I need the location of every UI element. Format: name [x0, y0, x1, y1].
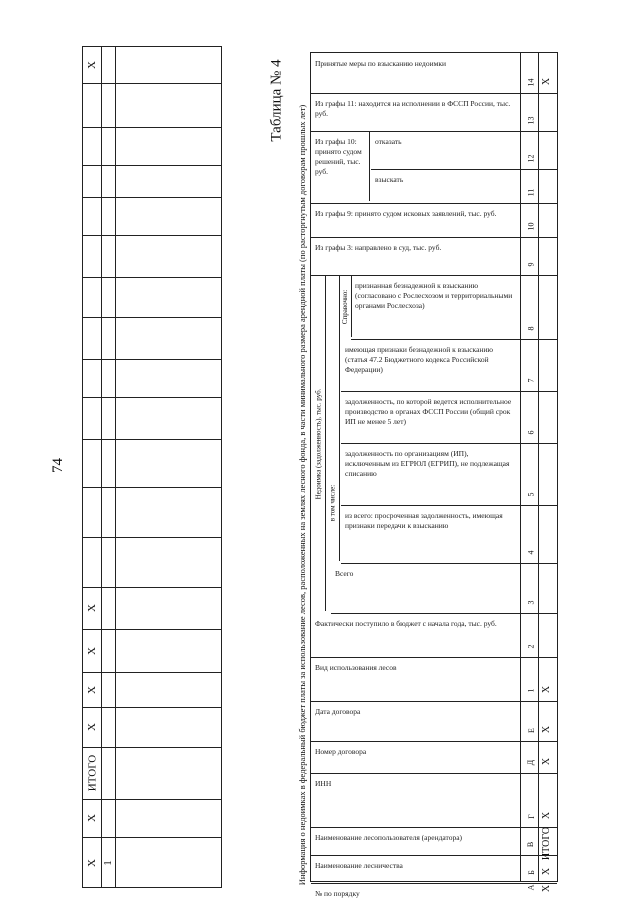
column-index: 6	[526, 430, 536, 435]
column-index: 2	[526, 644, 536, 649]
column-index: А	[526, 884, 536, 891]
table-title: Информация о недоимках в федеральный бюджет платы за использование лесов, расположенных на землях лесного фонда, в части минимального размера арендной платы (по расторгнутым договорам прошлых лет)	[297, 104, 308, 886]
row-label: задолженность по организациям (ИП), исключенным из ЕГРЮЛ (ЕГРИП), не подлежащая списанию	[345, 449, 510, 479]
left-table-index-cell	[101, 127, 115, 165]
left-table-cell	[83, 397, 101, 439]
column-value	[539, 203, 555, 237]
row-label: признанная безнадежной к взысканию (согласовано с Рослесхозом и территориальными органами Рослесхоза)	[355, 281, 513, 311]
column-index: 4	[526, 550, 536, 555]
arrears-group-label: Недоимка (задолженность), тыс. руб.	[314, 388, 323, 500]
left-table-index-cell	[101, 439, 115, 487]
left-table-index-cell	[101, 707, 115, 747]
row-label: Дата договора	[315, 707, 361, 716]
column-value	[539, 563, 555, 613]
column-index: 12	[526, 154, 536, 163]
left-table-index-cell	[101, 587, 115, 629]
column-value: Х	[541, 725, 553, 734]
row-label: Принятые меры по взысканию недоимки	[315, 59, 447, 68]
left-table-cell: Х	[85, 685, 98, 694]
left-table-index-cell	[101, 629, 115, 672]
row-label: задолженность, по которой ведется исполнительное производство в органах ФССП России (общий срок ИП не менее 5 лет)	[345, 397, 512, 427]
column-value	[539, 613, 555, 657]
column-value: Х	[541, 867, 553, 876]
left-table-cell: Х	[85, 859, 98, 867]
column-index: 3	[526, 600, 536, 605]
left-table-index-cell: 1	[102, 860, 114, 866]
column-value: Х	[541, 884, 553, 893]
column-value: Х	[541, 77, 553, 86]
column-index: Д	[526, 759, 536, 766]
row-label: имеющая признаки безнадежной к взысканию (статья 47.2 Бюджетного кодекса Российской Федерации)	[345, 345, 494, 375]
column-value	[539, 505, 555, 563]
left-table-cell	[83, 487, 101, 537]
row-label: № по порядку	[315, 889, 360, 898]
column-index: 11	[526, 188, 536, 197]
row-label: Фактически поступило в бюджет с начала года, тыс. руб.	[315, 619, 497, 628]
left-table-cell: ИТОГО	[86, 754, 98, 792]
left-table-cell	[83, 277, 101, 317]
row-label: Всего	[335, 569, 354, 578]
column-value	[539, 391, 555, 443]
table-number: Таблица № 4	[268, 58, 285, 142]
including-label: в том числе:	[328, 484, 336, 522]
left-table-cell	[83, 127, 101, 165]
left-table-index-cell	[101, 672, 115, 707]
column-index: 1	[526, 688, 536, 693]
left-table-index-cell	[101, 197, 115, 235]
left-continuation-table	[82, 46, 222, 888]
left-table-cell	[83, 537, 101, 587]
left-table-cell	[83, 439, 101, 487]
left-table-index-cell	[101, 47, 115, 83]
column-value	[539, 275, 555, 339]
reference-label: Справочно:	[341, 289, 349, 325]
left-table-cell: Х	[85, 646, 98, 655]
column-value: Х	[541, 757, 553, 766]
left-table-index-cell	[101, 487, 115, 537]
left-table-index-cell	[101, 359, 115, 397]
column-value	[539, 93, 555, 131]
column-index: В	[526, 841, 536, 848]
row-label: ИНН	[315, 779, 332, 788]
column-value: Х	[541, 685, 553, 694]
left-table-cell: Х	[85, 723, 98, 731]
column-value: ИТОГО	[541, 826, 553, 861]
column-value	[539, 237, 555, 275]
row-label: Наименование лесопользователя (арендатора)	[315, 833, 463, 842]
column-index: 5	[526, 492, 536, 497]
left-table-index-cell	[101, 747, 115, 799]
left-table-cell	[83, 317, 101, 359]
left-table-cell	[83, 197, 101, 235]
left-table-index-cell	[101, 277, 115, 317]
row-label: Номер договора	[315, 747, 367, 756]
left-table-index-cell	[101, 537, 115, 587]
column-value	[539, 169, 555, 203]
left-table-index-cell	[101, 799, 115, 837]
row-label: отказать	[375, 137, 402, 146]
column-index: 7	[526, 378, 536, 383]
left-table-cell: Х	[85, 604, 98, 612]
row-label: Из графы 9: принято судом исковых заявлений, тыс. руб.	[315, 209, 497, 218]
left-table-cell	[83, 165, 101, 197]
left-table-cell	[83, 235, 101, 277]
row-label: из всего: просроченная задолженность, имеющая признаки передачи к взысканию	[345, 511, 503, 531]
column-index: Б	[526, 870, 536, 875]
row-label: Из графы 3: направлено в суд, тыс. руб.	[315, 243, 442, 252]
row-label: Из графы 11: находится на исполнении в ФССП России, тыс. руб.	[315, 99, 511, 119]
row-label: Вид использования лесов	[315, 663, 397, 672]
column-value	[539, 131, 555, 169]
page-number: 74	[49, 458, 66, 473]
column-index: Г	[526, 814, 536, 819]
left-table-index-cell	[101, 83, 115, 127]
column-index: 13	[526, 116, 536, 125]
column-index: 9	[526, 262, 536, 267]
main-table	[310, 52, 558, 898]
column-index: Е	[526, 728, 536, 733]
left-table-index-cell	[101, 235, 115, 277]
column-value	[539, 443, 555, 505]
left-table-cell: Х	[85, 814, 98, 822]
left-table-index-cell	[101, 397, 115, 439]
column-index: 14	[526, 78, 536, 87]
left-table-cell	[83, 359, 101, 397]
column-index: 10	[526, 222, 536, 231]
row-label: Наименование лесничества	[315, 861, 403, 870]
left-table-index-cell	[101, 165, 115, 197]
left-table-index-cell	[101, 317, 115, 359]
accepted-decisions-label: Из графы 10: принято судом решений, тыс. руб.	[315, 137, 362, 177]
row-label: взыскать	[375, 175, 404, 184]
left-table-cell: Х	[85, 61, 98, 69]
column-value	[539, 339, 555, 391]
column-index: 8	[526, 326, 536, 331]
column-value: Х	[541, 811, 553, 820]
left-table-cell	[83, 83, 101, 127]
